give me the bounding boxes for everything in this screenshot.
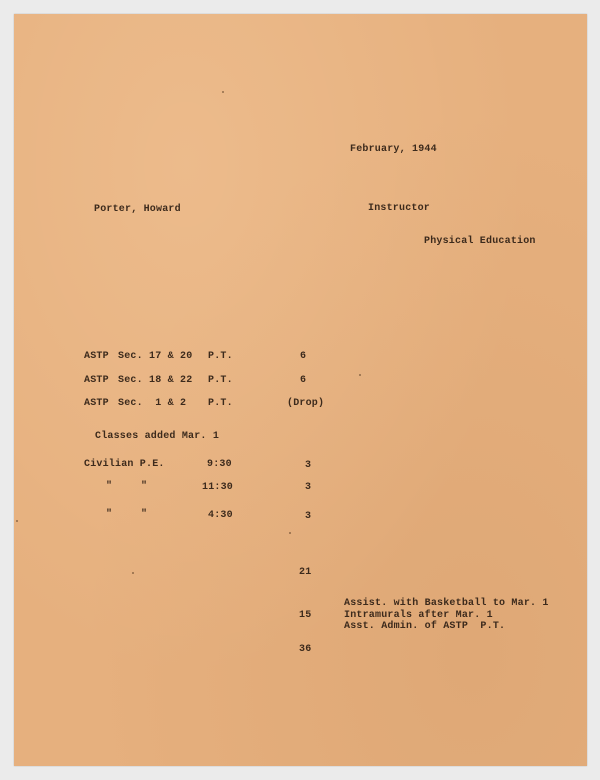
row-label: ASTP	[84, 398, 109, 409]
row-value: 3	[305, 482, 312, 493]
instructor-title: Instructor	[368, 203, 431, 214]
ditto-mark: "	[106, 509, 113, 520]
grand-total: 36	[299, 644, 312, 655]
ditto-mark: "	[106, 481, 113, 492]
paper-speck	[222, 91, 224, 93]
document-date: February, 1944	[350, 144, 437, 155]
note-line: Asst. Admin. of ASTP P.T.	[344, 621, 506, 632]
row-value: 3	[305, 511, 312, 522]
row-value: 6	[300, 375, 307, 386]
subtotal: 21	[299, 567, 312, 578]
row-time: 11:30	[202, 482, 234, 493]
instructor-name: Porter, Howard	[94, 204, 181, 215]
row-value: (Drop)	[287, 398, 325, 409]
row-label: ASTP	[84, 351, 109, 362]
row-section: Sec. 17 & 20	[118, 351, 193, 362]
row-type: P.T.	[208, 398, 233, 409]
row-label: ASTP	[84, 375, 109, 386]
extra-hours: 15	[299, 610, 312, 621]
paper-speck	[132, 572, 134, 574]
ditto-mark: "	[141, 481, 148, 492]
note-line: Assist. with Basketball to Mar. 1	[344, 598, 549, 609]
row-time: 9:30	[207, 459, 232, 470]
ditto-mark: "	[141, 509, 148, 520]
paper-speck	[359, 374, 361, 376]
row-time: 4:30	[208, 510, 233, 521]
paper-speck	[16, 520, 18, 522]
row-type: P.T.	[208, 351, 233, 362]
classes-added-heading: Classes added Mar. 1	[95, 431, 220, 442]
department: Physical Education	[424, 236, 536, 247]
paper-speck	[289, 532, 291, 534]
row-section: Sec. 18 & 22	[118, 375, 193, 386]
row-section: Sec. 1 & 2	[118, 398, 187, 409]
note-line: Intramurals after Mar. 1	[344, 610, 493, 621]
document-page	[14, 14, 587, 766]
row-type: P.T.	[208, 375, 233, 386]
row-label: Civilian P.E.	[84, 459, 165, 470]
row-value: 3	[305, 460, 312, 471]
row-value: 6	[300, 351, 307, 362]
